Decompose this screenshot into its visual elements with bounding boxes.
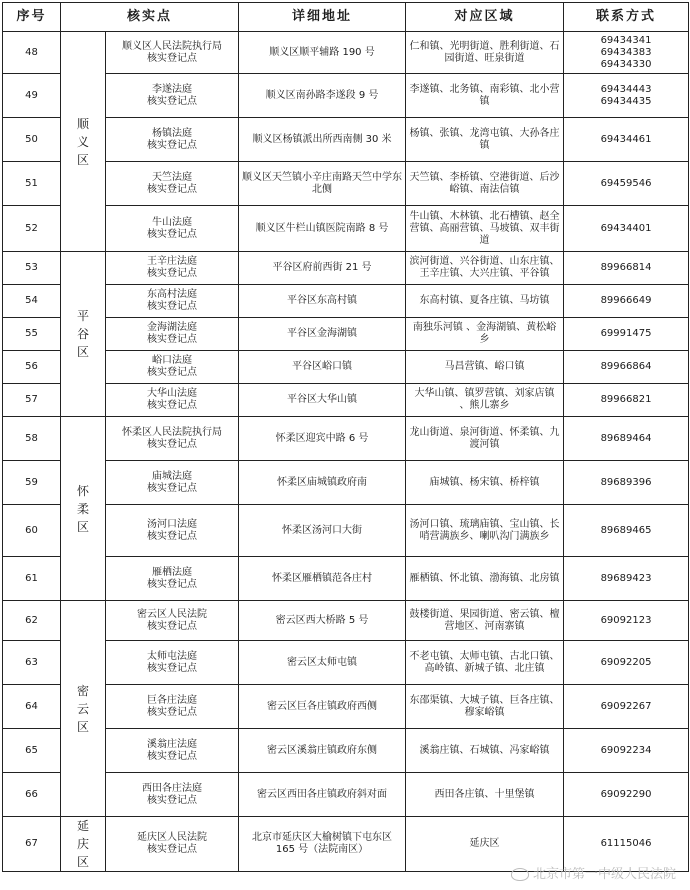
verification-point [106,384,239,417]
table-row [3,32,689,74]
row-number: 51 [3,162,61,206]
verification-point [106,773,239,817]
row-number: 52 [3,206,61,252]
contact-phone: 69434401 [564,206,689,252]
point-name: 牛山法庭 [152,216,192,228]
address: 顺义区牛栏山镇医院南路 8 号 [239,206,406,252]
service-area: 大华山镇、镇罗营镇、刘家店镇 、熊儿寨乡 [406,384,564,417]
verification-point [106,601,239,641]
service-area: 东高村镇、夏各庄镇、马坊镇 [406,285,564,318]
address: 平谷区峪口镇 [239,351,406,384]
row-number: 63 [3,641,61,685]
verification-point [106,318,239,351]
row-number: 53 [3,252,61,285]
district-label: 顺义区 [76,116,89,167]
table-row [3,641,689,685]
point-name: 延庆区人民法院 [137,832,207,843]
verification-point [106,417,239,461]
address: 怀柔区汤河口大街 [239,505,406,557]
district-label: 平谷区 [76,309,89,359]
header-contact: 联系方式 [564,3,689,32]
row-number: 60 [3,505,61,557]
court-registration-table [2,2,689,872]
address: 密云区巨各庄镇政府西侧 [239,685,406,729]
point-subtitle: 核实登记点 [147,95,197,107]
verification-point [106,505,239,557]
service-area: 不老屯镇、太师屯镇、古北口镇、高岭镇、新城子镇、北庄镇 [406,641,564,685]
point-name: 金海湖法庭 [147,322,197,333]
service-area: 溪翁庄镇、石城镇、冯家峪镇 [406,729,564,773]
row-number: 61 [3,557,61,601]
district-cell [61,32,106,252]
verification-point [106,685,239,729]
point-name: 溪翁庄法庭 [147,738,197,750]
address: 怀柔区迎宾中路 6 号 [239,417,406,461]
row-number: 48 [3,32,61,74]
table-row [3,773,689,817]
point-name: 汤河口法庭 [147,518,197,530]
table-row [3,118,689,162]
point-name: 杨镇法庭 [152,127,192,139]
address: 密云区太师屯镇 [239,641,406,685]
service-area: 庙城镇、杨宋镇、桥梓镇 [406,461,564,505]
address: 密云区溪翁庄镇政府东侧 [239,729,406,773]
weibo-icon [511,868,529,881]
watermark [511,863,676,882]
point-name: 雁栖法庭 [152,566,192,578]
point-subtitle: 核实登记点 [147,183,197,195]
table-row [3,74,689,118]
table-header-row [3,3,689,32]
point-subtitle: 核实登记点 [147,228,197,240]
contact-phone: 89966814 [564,252,689,285]
row-number: 49 [3,74,61,118]
watermark-text: 北京市第一中级人民法院 [532,867,676,882]
table-row [3,206,689,252]
point-subtitle: 核实登记点 [147,52,197,64]
table-row [3,162,689,206]
contact-phone: 69991475 [564,318,689,351]
point-subtitle: 核实登记点 [147,367,197,378]
point-name: 李遂法庭 [152,83,192,95]
address: 密云区西大桥路 5 号 [239,601,406,641]
contact-phone: 69092234 [564,729,689,773]
point-name: 峪口法庭 [152,355,192,366]
table-row [3,417,689,461]
row-number: 59 [3,461,61,505]
point-name: 巨各庄法庭 [147,694,197,706]
service-area: 龙山街道、泉河街道、怀柔镇、九渡河镇 [406,417,564,461]
row-number: 65 [3,729,61,773]
point-subtitle: 核实登记点 [147,301,197,312]
table-row [3,461,689,505]
service-area: 东邵渠镇、大城子镇、巨各庄镇、穆家峪镇 [406,685,564,729]
service-area: 牛山镇、木林镇、北石槽镇、赵全营镇、高丽营镇、马坡镇、双丰街道 [406,206,564,252]
verification-point [106,74,239,118]
verification-point [106,118,239,162]
row-number: 62 [3,601,61,641]
service-area: 仁和镇、光明街道、胜利街道、石园街道、旺泉街道 [406,32,564,74]
contact-phone: 89689423 [564,557,689,601]
contact-phone: 89966649 [564,285,689,318]
header-area: 对应区域 [406,3,564,32]
table-row [3,601,689,641]
contact-phone: 89689465 [564,505,689,557]
point-subtitle: 核实登记点 [147,530,197,542]
service-area: 鼓楼街道、果园街道、密云镇、檀营地区、河南寨镇 [406,601,564,641]
verification-point [106,162,239,206]
address: 平谷区金海湖镇 [239,318,406,351]
table-row [3,505,689,557]
row-number: 55 [3,318,61,351]
address: 怀柔区庙城镇政府南 [239,461,406,505]
contact-phone: 69434443 69434435 [564,74,689,118]
district-cell [61,601,106,817]
verification-point [106,252,239,285]
point-subtitle: 核实登记点 [147,620,197,632]
district-label: 延庆区 [76,819,89,869]
service-area: 延庆区 [406,817,564,872]
address: 顺义区顺平辅路 190 号 [239,32,406,74]
point-subtitle: 核实登记点 [147,400,197,411]
contact-phone: 69434461 [564,118,689,162]
contact-phone: 69434341 69434383 69434330 [564,32,689,74]
service-area: 李遂镇、北务镇、南彩镇、北小营镇 [406,74,564,118]
point-subtitle: 核实登记点 [147,482,197,494]
contact-phone: 89966821 [564,384,689,417]
verification-point [106,32,239,74]
service-area: 天竺镇、李桥镇、空港街道、后沙峪镇、南法信镇 [406,162,564,206]
header-point: 核实点 [61,3,239,32]
point-name: 王辛庄法庭 [147,256,197,267]
table-row [3,685,689,729]
point-name: 太师屯法庭 [147,650,197,662]
verification-point [106,641,239,685]
service-area: 汤河口镇、琉璃庙镇、宝山镇、长哨营满族乡、喇叭沟门满族乡 [406,505,564,557]
point-subtitle: 核实登记点 [147,139,197,151]
point-name: 密云区人民法院 [137,608,207,620]
contact-phone: 89689464 [564,417,689,461]
contact-phone: 89689396 [564,461,689,505]
point-subtitle: 核实登记点 [147,706,197,718]
contact-phone: 69092123 [564,601,689,641]
service-area: 杨镇、张镇、龙湾屯镇、大孙各庄镇 [406,118,564,162]
contact-phone: 69092267 [564,685,689,729]
row-number: 67 [3,817,61,872]
row-number: 58 [3,417,61,461]
header-seq: 序号 [3,3,61,32]
district-cell [61,817,106,872]
table-row [3,557,689,601]
verification-point [106,285,239,318]
point-name: 东高村法庭 [147,289,197,300]
service-area: 雁栖镇、怀北镇、渤海镇、北房镇 [406,557,564,601]
table-row [3,351,689,384]
point-subtitle: 核实登记点 [147,268,197,279]
service-area: 滨河街道、兴谷街道、山东庄镇、王辛庄镇、大兴庄镇、平谷镇 [406,252,564,285]
row-number: 56 [3,351,61,384]
point-name: 庙城法庭 [152,470,192,482]
header-address: 详细地址 [239,3,406,32]
address: 密云区西田各庄镇政府斜对面 [239,773,406,817]
point-subtitle: 核实登记点 [147,750,197,762]
point-name: 西田各庄法庭 [142,782,202,794]
point-name: 顺义区人民法院执行局 [122,40,222,52]
address: 平谷区东高村镇 [239,285,406,318]
row-number: 66 [3,773,61,817]
row-number: 50 [3,118,61,162]
verification-point [106,817,239,872]
verification-point [106,729,239,773]
address: 平谷区府前西街 21 号 [239,252,406,285]
point-subtitle: 核实登记点 [147,334,197,345]
contact-phone: 69092290 [564,773,689,817]
table-row [3,285,689,318]
table-row [3,318,689,351]
point-subtitle: 核实登记点 [147,794,197,806]
district-cell [61,252,106,417]
point-name: 大华山法庭 [147,388,197,399]
service-area: 南独乐河镇 、金海湖镇、黄松峪乡 [406,318,564,351]
table-row [3,729,689,773]
point-subtitle: 核实登记点 [147,438,197,450]
address: 北京市延庆区大榆树镇下屯东区 165 号（法院南区） [239,817,406,872]
point-name: 怀柔区人民法院执行局 [122,426,222,438]
address: 顺义区杨镇派出所西南侧 30 米 [239,118,406,162]
service-area: 马昌营镇、峪口镇 [406,351,564,384]
table-body [3,32,689,872]
contact-phone: 69459546 [564,162,689,206]
verification-point [106,461,239,505]
verification-point [106,206,239,252]
district-label: 怀柔区 [76,483,89,534]
point-subtitle: 核实登记点 [147,578,197,590]
address: 顺义区天竺镇小辛庄南路天竺中学东北侧 [239,162,406,206]
service-area: 西田各庄镇、十里堡镇 [406,773,564,817]
address: 顺义区南孙路李遂段 9 号 [239,74,406,118]
district-cell [61,417,106,601]
address: 怀柔区雁栖镇范各庄村 [239,557,406,601]
table-row [3,384,689,417]
table-row [3,252,689,285]
contact-phone: 89966864 [564,351,689,384]
point-subtitle: 核实登记点 [147,844,197,855]
district-label: 密云区 [76,683,89,734]
point-name: 天竺法庭 [152,171,192,183]
address: 平谷区大华山镇 [239,384,406,417]
point-subtitle: 核实登记点 [147,662,197,674]
row-number: 54 [3,285,61,318]
contact-phone: 61115046 [564,817,689,872]
row-number: 57 [3,384,61,417]
verification-point [106,351,239,384]
row-number: 64 [3,685,61,729]
verification-point [106,557,239,601]
contact-phone: 69092205 [564,641,689,685]
